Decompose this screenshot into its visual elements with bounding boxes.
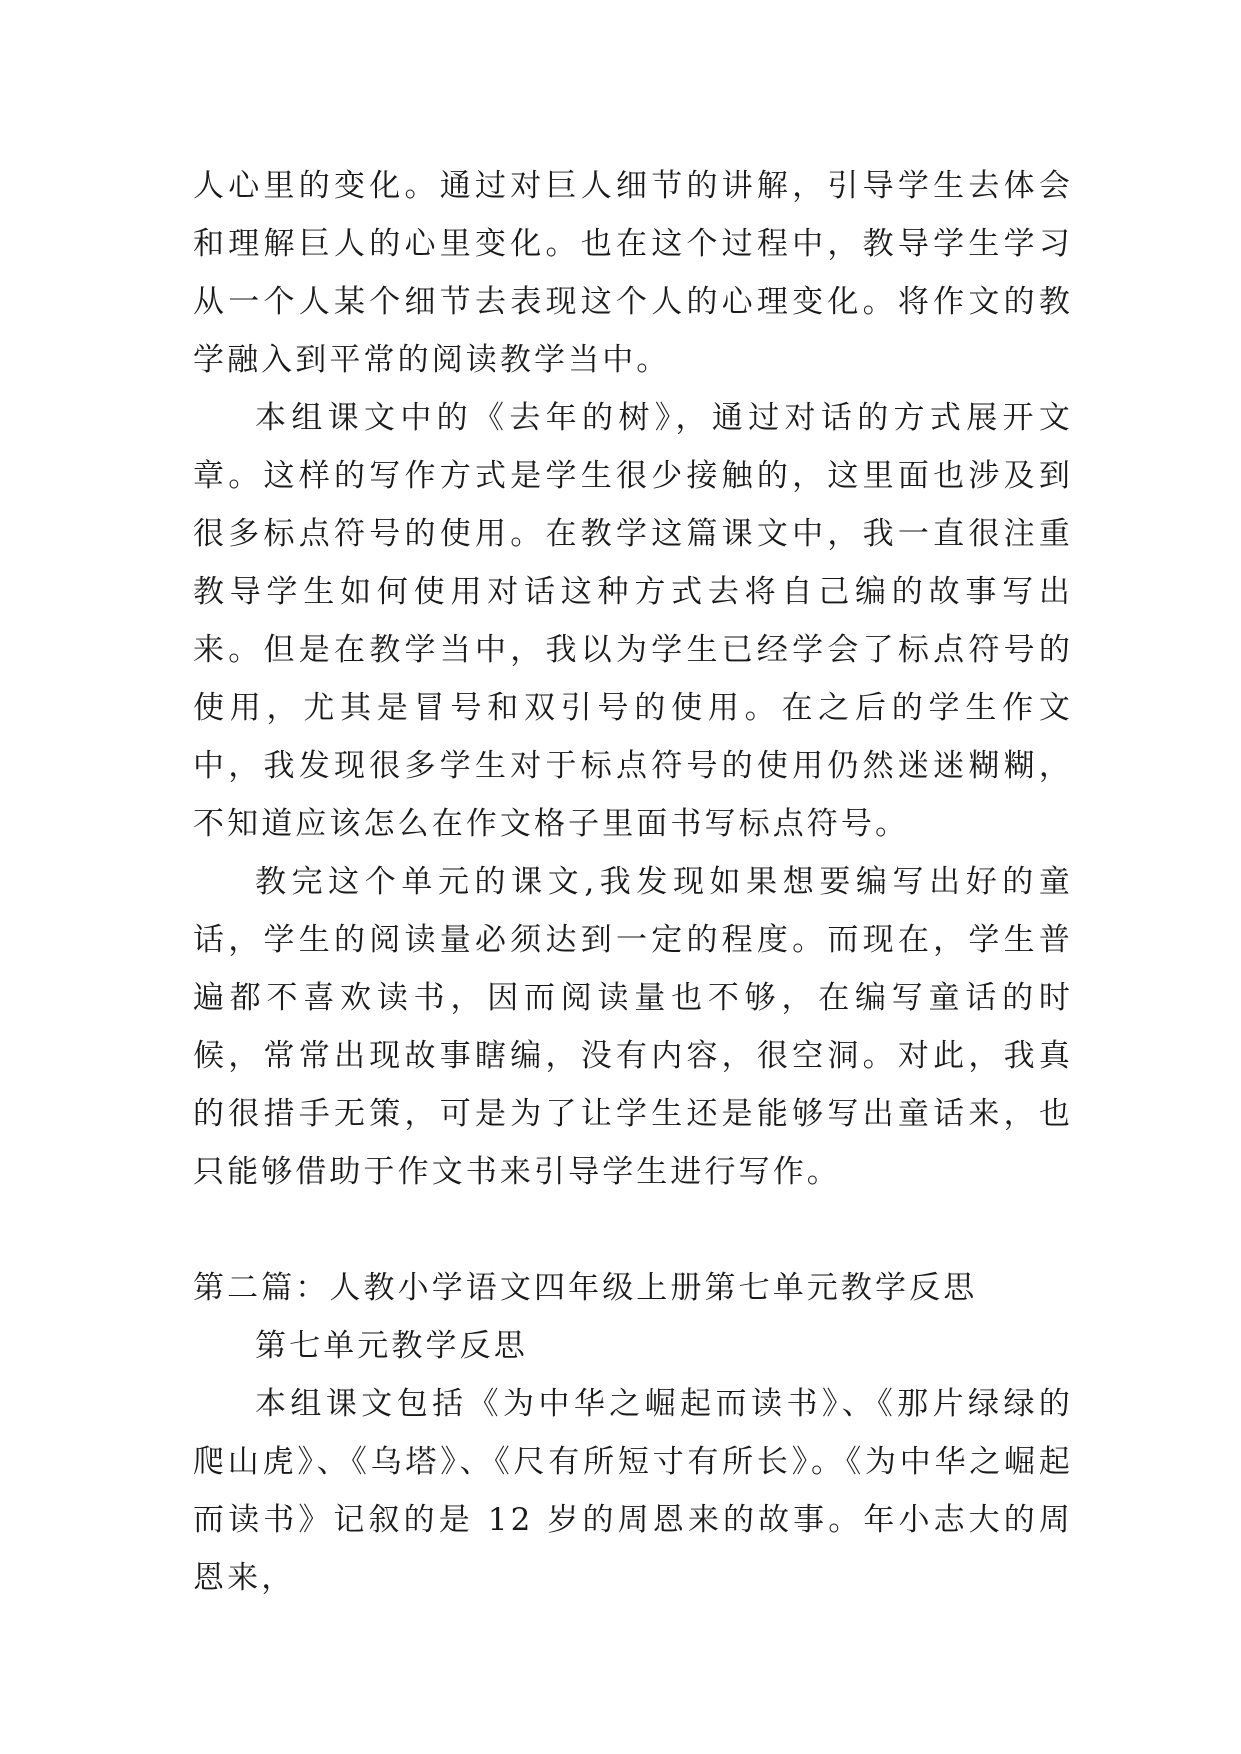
section-subheading: 第七单元教学反思 bbox=[255, 1328, 528, 1364]
paragraph-unit-summary: 教完这个单元的课文,我发现如果想要编写出好的童话，学生的阅读量必须达到一定的程度。而现在，学生普遍都不喜欢读书，因而阅读量也不够，在编写童话的时候，常常出现故事瞎编，没有内容，很空洞。对此，我真的很措手无策，可是为了让学生还是能够写出童话来，也只能够借助于作文书来引导学生进行写作。 bbox=[193, 864, 1073, 1190]
section-heading: 第二篇：人教小学语文四年级上册第七单元教学反思 bbox=[193, 1270, 978, 1306]
section-spacer bbox=[193, 1201, 1073, 1259]
paragraph-unit-seven-intro: 本组课文包括《为中华之崛起而读书》、《那片绿绿的爬山虎》、《乌塔》、《尺有所短寸有所长》。《为中华之崛起而读书》记叙的是 12 岁的周恩来的故事。年小志大的周恩来， bbox=[193, 1386, 1073, 1596]
paragraph-continuation: 人心里的变化。通过对巨人细节的讲解，引导学生去体会和理解巨人的心里变化。也在这个过程中，教导学生学习从一个人某个细节去表现这个人的心理变化。将作文的教学融入到平常的阅读教学当中。 bbox=[193, 168, 1073, 378]
document-body bbox=[193, 157, 1073, 1607]
paragraph-qunian-de-shu: 本组课文中的《去年的树》，通过对话的方式展开文章。这样的写作方式是学生很少接触的，这里面也涉及到很多标点符号的使用。在教学这篇课文中，我一直很注重教导学生如何使用对话这种方式去将自己编的故事写出来。但是在教学当中，我以为学生已经学会了标点符号的使用，尤其是冒号和双引号的使用。在之后的学生作文中，我发现很多学生对于标点符号的使用仍然迷迷糊糊，不知道应该怎么在作文格子里面书写标点符号。 bbox=[193, 400, 1073, 842]
